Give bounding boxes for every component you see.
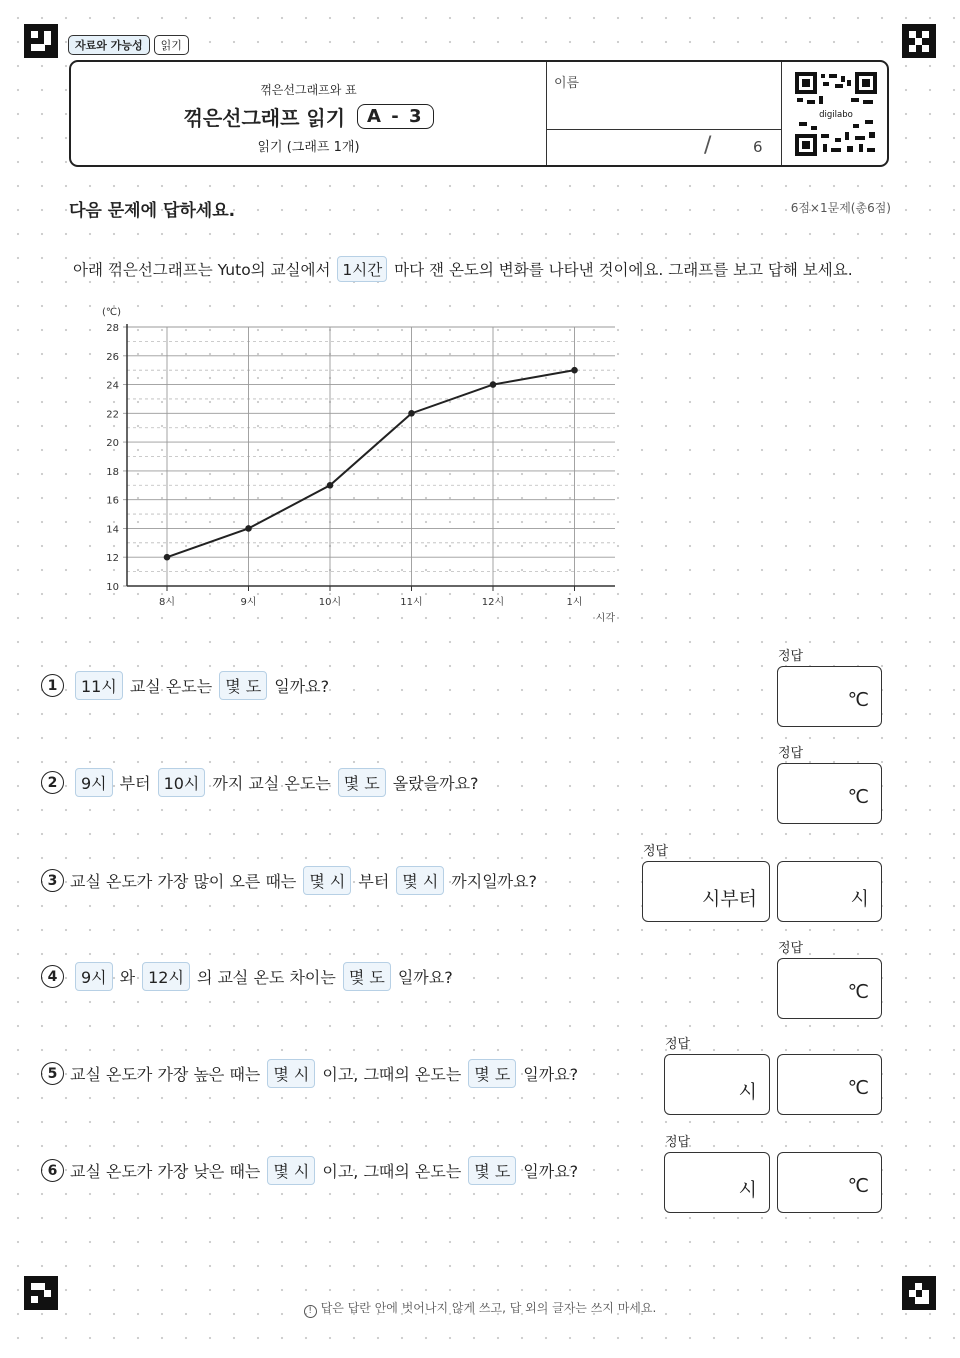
question-highlight: 몇 도 <box>338 768 386 797</box>
question-highlight: 9시 <box>75 768 113 797</box>
answer-unit-c: ℃ <box>847 981 869 1003</box>
score-total: 6 <box>753 138 763 156</box>
question-text: 교실 온도가 가장 높은 때는 <box>70 1065 261 1084</box>
question-number: 2 <box>41 771 64 794</box>
answer-label-6: 정답 <box>665 1135 691 1150</box>
question-text: 부터 <box>119 774 151 793</box>
answer-label-3: 정답 <box>643 844 669 859</box>
tag-mode: 읽기 <box>154 35 189 55</box>
score-slash: / <box>704 133 712 158</box>
data-point <box>490 381 497 388</box>
x-tick-label: 8시 <box>158 597 176 608</box>
x-tick-label: 1시 <box>566 597 583 608</box>
question-highlight: 몇 도 <box>468 1156 516 1185</box>
y-tick-label: 24 <box>106 380 119 392</box>
x-tick-label: 10시 <box>318 597 342 608</box>
data-point <box>327 482 334 489</box>
answer-label-1: 정답 <box>778 649 804 664</box>
question-text: 교실 온도가 가장 많이 오른 때는 <box>70 872 297 891</box>
line-chart <box>85 300 645 630</box>
answer-unit-c: ℃ <box>847 786 869 808</box>
question-1 <box>41 671 330 700</box>
x-tick-label: 9시 <box>240 597 257 608</box>
header-mode: 읽기 (그래프 1개) <box>257 140 360 155</box>
question-highlight: 10시 <box>158 768 206 797</box>
qr-code-icon <box>795 72 877 156</box>
answer-unit-c: ℃ <box>847 1077 869 1099</box>
y-tick-label: 22 <box>106 409 119 421</box>
question-text: 일까요? <box>397 968 453 987</box>
y-tick-label: 28 <box>106 323 119 334</box>
answer-label-5: 정답 <box>665 1037 691 1052</box>
question-text: 와 <box>119 968 136 987</box>
answer-box-1[interactable] <box>777 666 882 727</box>
answer-box-5-temp[interactable] <box>777 1054 882 1115</box>
answer-label-4: 정답 <box>778 941 804 956</box>
header-title-row <box>71 102 546 131</box>
question-number: 3 <box>41 869 64 892</box>
series-line <box>167 370 575 557</box>
data-point <box>245 525 252 532</box>
y-tick-label: 26 <box>106 351 119 363</box>
question-number: 6 <box>41 1159 64 1182</box>
question-highlight: 몇 시 <box>267 1059 315 1088</box>
question-text: 까지일까요? <box>451 872 538 891</box>
points-info: 6점×1문제(총6점) <box>790 201 891 215</box>
footer-text: 답은 답란 안에 벗어나지 않게 쓰고, 답 외의 글자는 쓰지 마세요. <box>320 1301 657 1315</box>
answer-box-2[interactable] <box>777 763 882 824</box>
question-4 <box>41 962 454 991</box>
x-tick-label: 12시 <box>481 597 505 608</box>
y-tick-label: 10 <box>106 582 119 593</box>
qr-label: digilabo <box>819 110 853 120</box>
question-highlight: 몇 도 <box>468 1059 516 1088</box>
answer-box-4[interactable] <box>777 958 882 1019</box>
question-highlight: 몇 시 <box>267 1156 315 1185</box>
question-highlight: 몇 시 <box>396 866 444 895</box>
corner-marker-top-left <box>24 24 58 58</box>
y-tick-label: 20 <box>106 438 119 450</box>
worksheet-header <box>69 60 889 167</box>
answer-unit-c: ℃ <box>847 689 869 711</box>
question-text: 일까요? <box>523 1065 579 1084</box>
question-text: 교실 온도가 가장 낮은 때는 <box>70 1162 261 1181</box>
question-2 <box>41 768 480 797</box>
question-text: 올랐을까요? <box>392 774 479 793</box>
intro-highlight: 1시간 <box>337 256 387 282</box>
answer-unit-hour: 시 <box>738 1081 757 1103</box>
y-tick-label: 14 <box>106 524 119 536</box>
header-subtitle: 꺾은선그래프와 표 <box>260 83 357 97</box>
tag-subject: 자료와 가능성 <box>68 35 150 55</box>
answer-unit-hour: 시 <box>850 888 869 910</box>
question-text: 일까요? <box>523 1162 579 1181</box>
question-text: 부터 <box>358 872 390 891</box>
question-text: 까지 교실 온도는 <box>212 774 331 793</box>
y-axis-label: (℃) <box>102 307 122 318</box>
answer-unit-from: 시부터 <box>701 888 757 910</box>
data-point <box>571 367 578 374</box>
answer-unit-hour: 시 <box>738 1179 757 1201</box>
answer-box-3-from[interactable] <box>642 861 770 922</box>
question-5 <box>41 1059 579 1088</box>
data-point <box>408 410 415 417</box>
question-highlight: 9시 <box>75 962 113 991</box>
question-highlight: 몇 도 <box>343 962 391 991</box>
worksheet-code: A - 3 <box>357 104 433 129</box>
question-text: 이고, 그때의 온도는 <box>322 1162 462 1181</box>
question-number: 5 <box>41 1062 64 1085</box>
instruction: 다음 문제에 답하세요. <box>69 201 236 221</box>
corner-marker-top-right <box>902 24 936 58</box>
answer-unit-c: ℃ <box>847 1175 869 1197</box>
y-tick-label: 18 <box>106 466 119 478</box>
question-text: 이고, 그때의 온도는 <box>322 1065 462 1084</box>
question-6 <box>41 1156 579 1185</box>
y-tick-label: 16 <box>106 495 119 507</box>
question-text: 일까요? <box>274 677 330 696</box>
intro-before: 아래 꺾은선그래프는 Yuto의 교실에서 <box>73 261 331 279</box>
page-title: 꺾은선그래프 읽기 <box>183 106 346 130</box>
question-highlight: 11시 <box>75 671 123 700</box>
answer-box-6-temp[interactable] <box>777 1152 882 1213</box>
question-highlight: 12시 <box>142 962 190 991</box>
name-field[interactable] <box>546 62 782 130</box>
intro-text <box>73 256 853 282</box>
answer-box-3-to[interactable] <box>777 861 882 922</box>
question-text: 교실 온도는 <box>129 677 213 696</box>
question-number: 4 <box>41 965 64 988</box>
question-text: 의 교실 온도 차이는 <box>196 968 336 987</box>
intro-after: 마다 잰 온도의 변화를 나타낸 것이에요. 그래프를 보고 답해 보세요. <box>394 261 853 279</box>
score-field[interactable] <box>546 129 782 165</box>
subject-tags <box>68 35 189 55</box>
x-axis-label: 시각 <box>595 613 615 624</box>
warning-icon: ! <box>304 1305 317 1318</box>
header-title-area <box>71 62 547 165</box>
question-number: 1 <box>41 674 64 697</box>
name-label: 이름 <box>554 76 580 91</box>
answer-box-5-hour[interactable] <box>664 1054 770 1115</box>
x-tick-label: 11시 <box>400 597 423 608</box>
answer-box-6-hour[interactable] <box>664 1152 770 1213</box>
question-3 <box>41 866 538 895</box>
footer-note <box>0 1299 960 1318</box>
question-highlight: 몇 도 <box>219 671 267 700</box>
y-tick-label: 12 <box>106 553 119 565</box>
question-highlight: 몇 시 <box>303 866 351 895</box>
answer-label-2: 정답 <box>778 746 804 761</box>
data-point <box>164 554 171 561</box>
